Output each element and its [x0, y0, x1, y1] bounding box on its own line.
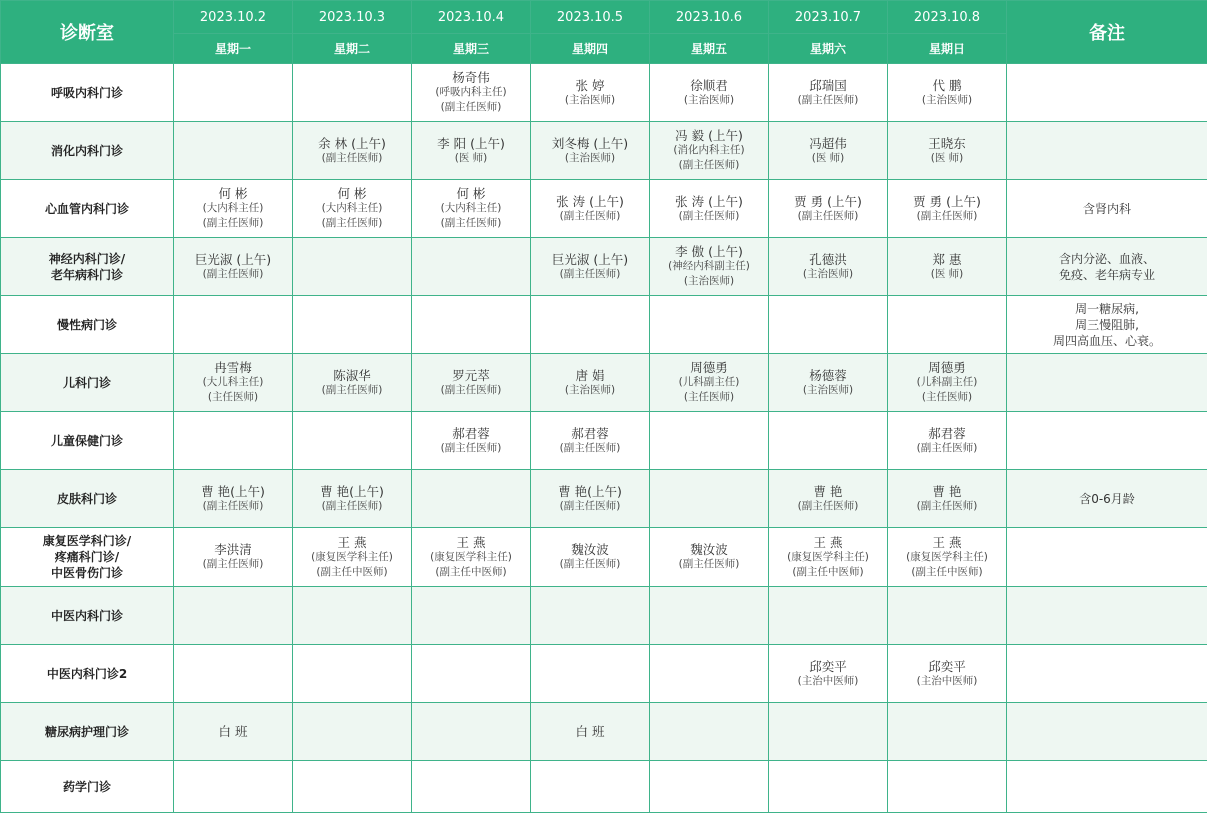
schedule-cell [769, 470, 888, 528]
department-name [1, 354, 174, 412]
department-name [1, 238, 174, 296]
doctor-name: 邱奕平 [928, 658, 966, 674]
doctor-title: (副主任医师) [321, 499, 383, 512]
doctor-title: (副主任医师) [321, 151, 383, 164]
date-header: 2023.10.5 [531, 1, 650, 34]
weekday-header: 星期二 [293, 34, 412, 64]
schedule-cell [412, 238, 531, 296]
doctor-title: (副主任医师) [202, 558, 264, 570]
doctor-name: 周德勇 [928, 360, 966, 375]
department-name [1, 528, 174, 587]
department-name-line: 心血管内科门诊 [44, 201, 129, 216]
schedule-cell [293, 470, 412, 528]
doctor-name: 贾 勇 (上午) [794, 193, 862, 209]
doctor-name: 郝君蓉 [571, 425, 609, 441]
schedule-cell [769, 761, 888, 813]
doctor-title: (副主任医师) [916, 441, 978, 454]
schedule-cell [531, 470, 650, 528]
weekday-header: 星期日 [888, 34, 1007, 64]
schedule-cell [888, 761, 1007, 813]
schedule-cell [293, 354, 412, 412]
department-name [1, 122, 174, 180]
doctor-name: 何 彬 [218, 186, 248, 201]
schedule-cell [650, 354, 769, 412]
schedule-cell [769, 180, 888, 238]
schedule-cell [888, 180, 1007, 238]
schedule-cell [650, 703, 769, 761]
note-cell [1007, 528, 1207, 587]
department-name-line: 儿童保健门诊 [50, 433, 123, 448]
doctor-name: 孔德洪 [809, 251, 847, 267]
doctor-title: (副主任医师) [916, 499, 978, 512]
department-name-line: 康复医学科门诊/ [42, 534, 132, 548]
doctor-title: (主治医师) [921, 93, 973, 106]
note-text: 周四高血压、心衰。 [1052, 333, 1161, 348]
department-name [1, 412, 174, 470]
schedule-cell [412, 528, 531, 587]
schedule-cell [412, 761, 531, 813]
department-name-line: 疼痛科门诊/ [54, 550, 120, 564]
schedule-cell [174, 122, 293, 180]
note-cell [1007, 587, 1207, 645]
department-name [1, 761, 174, 813]
note-text: 周三慢阻肺, [1075, 317, 1139, 332]
schedule-cell [293, 761, 412, 813]
schedule-cell [769, 64, 888, 122]
doctor-name: 余 林 (上午) [318, 135, 386, 151]
doctor-name: 李洪清 [214, 542, 252, 557]
schedule-cell [888, 354, 1007, 412]
header-date-row [1, 1, 1207, 34]
schedule-cell [412, 645, 531, 703]
doctor-name: 唐 娟 [575, 367, 605, 383]
department-name [1, 703, 174, 761]
schedule-cell [531, 703, 650, 761]
schedule-cell [769, 528, 888, 587]
department-name [1, 470, 174, 528]
weekday-header: 星期五 [650, 34, 769, 64]
doctor-title: (儿科副主任) [678, 376, 740, 388]
schedule-cell [412, 296, 531, 354]
note-cell [1007, 645, 1207, 703]
schedule-cell [888, 528, 1007, 587]
schedule-cell [174, 180, 293, 238]
doctor-title: (主任医师) [683, 391, 735, 403]
department-name-line: 皮肤科门诊 [56, 491, 117, 506]
note-cell [1007, 64, 1207, 122]
schedule-row [1, 238, 1207, 296]
schedule-cell [293, 64, 412, 122]
doctor-title: (副主任医师) [559, 558, 621, 570]
schedule-cell [293, 703, 412, 761]
doctor-title: (主治医师) [564, 93, 616, 106]
doctor-title: (主治医师) [564, 151, 616, 164]
schedule-cell [412, 412, 531, 470]
schedule-cell [174, 354, 293, 412]
schedule-row [1, 122, 1207, 180]
date-header: 2023.10.2 [174, 1, 293, 34]
doctor-title: (大内科主任) [440, 202, 502, 214]
doctor-name: 张 婷 [575, 77, 605, 93]
doctor-title: (副主任医师) [797, 93, 859, 106]
schedule-cell [888, 703, 1007, 761]
doctor-title: (副主任医师) [202, 267, 264, 280]
schedule-cell [531, 761, 650, 813]
doctor-title: (副主任医师) [559, 209, 621, 222]
schedule-cell [174, 587, 293, 645]
doctor-name: 王 燕 [456, 534, 486, 550]
doctor-name: 陈淑华 [333, 367, 371, 383]
doctor-title: (神经内科副主任) [668, 260, 750, 272]
schedule-cell [888, 238, 1007, 296]
doctor-name: 冉雪梅 [214, 360, 252, 375]
doctor-title: (大内科主任) [202, 202, 264, 214]
schedule-cell [888, 64, 1007, 122]
department-name-line: 神经内科门诊/ [48, 251, 126, 266]
schedule-cell [174, 703, 293, 761]
schedule-cell [531, 296, 650, 354]
doctor-title: (康复医学科主任) [906, 550, 988, 563]
doctor-title: (副主任医师) [678, 159, 740, 171]
doctor-name: 杨奇伟 [452, 70, 490, 85]
schedule-cell [888, 412, 1007, 470]
schedule-cell [174, 645, 293, 703]
doctor-name: 刘冬梅 (上午) [551, 135, 629, 151]
schedule-cell [412, 354, 531, 412]
weekday-header: 星期四 [531, 34, 650, 64]
doctor-title: (副主任医师) [440, 383, 502, 396]
schedule-cell [531, 64, 650, 122]
schedule-cell [293, 412, 412, 470]
schedule-cell [650, 238, 769, 296]
schedule-cell [769, 238, 888, 296]
schedule-cell [769, 645, 888, 703]
doctor-name: 曹 艳(上午) [558, 483, 622, 499]
doctor-name: 王 燕 [932, 534, 962, 550]
doctor-title: (消化内科主任) [673, 144, 745, 156]
doctor-name: 郝君蓉 [452, 425, 490, 441]
date-header: 2023.10.6 [650, 1, 769, 34]
doctor-title: (副主任医师) [321, 383, 383, 396]
doctor-name: 冯 毅 (上午) [675, 128, 743, 143]
note-text: 免疫、老年病专业 [1058, 267, 1155, 282]
schedule-row [1, 528, 1207, 587]
schedule-cell [650, 645, 769, 703]
department-name-line: 糖尿病护理门诊 [44, 724, 129, 739]
department-name [1, 296, 174, 354]
schedule-row [1, 296, 1207, 354]
doctor-name: 王 燕 [337, 534, 367, 550]
date-header: 2023.10.4 [412, 1, 531, 34]
doctor-title: (副主任医师) [797, 499, 859, 512]
schedule-cell [174, 238, 293, 296]
schedule-row [1, 354, 1207, 412]
doctor-title: (副主任医师) [440, 441, 502, 454]
doctor-title: (副主任医师) [440, 217, 502, 229]
doctor-title: (主治医师) [802, 383, 854, 396]
doctor-title: (副主任中医师) [911, 565, 983, 578]
schedule-cell [650, 64, 769, 122]
schedule-cell [650, 528, 769, 587]
note-cell [1007, 180, 1207, 238]
doctor-title: (副主任医师) [559, 499, 621, 512]
note-cell [1007, 703, 1207, 761]
doctor-name: 巨光淑 (上午) [551, 251, 629, 267]
doctor-name: 杨德蓉 [809, 367, 847, 383]
doctor-title: (副主任医师) [797, 209, 859, 222]
schedule-cell [531, 528, 650, 587]
doctor-name: 曹 艳 [813, 483, 843, 499]
note-cell [1007, 122, 1207, 180]
doctor-title: (主任医师) [921, 391, 973, 403]
doctor-name: 白 班 [575, 724, 605, 739]
schedule-cell [412, 703, 531, 761]
schedule-cell [174, 470, 293, 528]
note-cell [1007, 761, 1207, 813]
schedule-cell [650, 761, 769, 813]
department-name [1, 587, 174, 645]
schedule-row [1, 180, 1207, 238]
doctor-title: (副主任医师) [678, 209, 740, 222]
department-name-line: 中医骨伤门诊 [50, 566, 123, 580]
doctor-title: (副主任医师) [202, 217, 264, 229]
doctor-title: (副主任医师) [559, 267, 621, 280]
schedule-row [1, 587, 1207, 645]
schedule-cell [650, 296, 769, 354]
schedule-cell [531, 645, 650, 703]
note-column-header: 备注 [1007, 1, 1207, 64]
doctor-title: (康复医学科主任) [787, 550, 869, 563]
schedule-cell [769, 296, 888, 354]
schedule-cell [531, 122, 650, 180]
schedule-row [1, 470, 1207, 528]
doctor-name: 曹 艳(上午) [320, 483, 384, 499]
doctor-title: (副主任中医师) [435, 565, 507, 578]
doctor-name: 魏汝波 [571, 542, 609, 557]
schedule-row [1, 412, 1207, 470]
schedule-cell [650, 180, 769, 238]
department-name-line: 老年病科门诊 [50, 267, 123, 282]
doctor-title: (主治医师) [683, 275, 735, 287]
doctor-name: 魏汝波 [690, 542, 728, 557]
doctor-name: 何 彬 [337, 186, 367, 201]
room-column-header: 诊断室 [1, 1, 174, 64]
doctor-name: 何 彬 [456, 186, 486, 201]
schedule-row [1, 703, 1207, 761]
schedule-cell [888, 122, 1007, 180]
doctor-name: 王晓东 [928, 135, 966, 151]
doctor-title: (副主任医师) [559, 441, 621, 454]
schedule-cell [531, 238, 650, 296]
note-text: 周一糖尿病, [1075, 301, 1139, 316]
schedule-row [1, 64, 1207, 122]
doctor-name: 李 阳 (上午) [437, 135, 505, 151]
note-cell [1007, 296, 1207, 354]
note-cell [1007, 470, 1207, 528]
doctor-title: (副主任医师) [440, 101, 502, 113]
schedule-cell [412, 64, 531, 122]
department-name-line: 消化内科门诊 [50, 143, 123, 158]
doctor-name: 郝君蓉 [928, 425, 966, 441]
doctor-name: 贾 勇 (上午) [913, 193, 981, 209]
doctor-name: 白 班 [218, 724, 248, 739]
schedule-cell [531, 587, 650, 645]
schedule-cell [650, 412, 769, 470]
department-name-line: 药学门诊 [62, 779, 111, 794]
schedule-cell [174, 296, 293, 354]
doctor-name: 巨光淑 (上午) [194, 251, 272, 267]
schedule-cell [888, 296, 1007, 354]
doctor-title: (副主任医师) [916, 209, 978, 222]
doctor-title: (副主任中医师) [316, 565, 388, 578]
note-cell [1007, 238, 1207, 296]
doctor-title: (康复医学科主任) [311, 550, 393, 563]
doctor-title: (呼吸内科主任) [435, 86, 507, 98]
date-header: 2023.10.7 [769, 1, 888, 34]
schedule-row [1, 761, 1207, 813]
note-cell [1007, 412, 1207, 470]
schedule-body [1, 64, 1207, 813]
doctor-name: 李 傲 (上午) [675, 244, 743, 259]
doctor-title: (副主任医师) [678, 558, 740, 570]
doctor-title: (医 师) [930, 151, 964, 164]
doctor-name: 代 鹏 [932, 77, 962, 93]
schedule-cell [174, 64, 293, 122]
schedule-cell [650, 470, 769, 528]
schedule-cell [888, 587, 1007, 645]
schedule-cell [293, 528, 412, 587]
doctor-name: 曹 艳 [932, 483, 962, 499]
schedule-cell [769, 412, 888, 470]
schedule-cell [531, 354, 650, 412]
schedule-cell [174, 528, 293, 587]
doctor-title: (主治医师) [564, 383, 616, 396]
schedule-cell [293, 645, 412, 703]
department-name-line: 慢性病门诊 [56, 317, 117, 332]
schedule-cell [293, 587, 412, 645]
doctor-title: (儿科副主任) [916, 376, 978, 388]
doctor-title: (主治医师) [683, 93, 735, 106]
department-name [1, 180, 174, 238]
doctor-name: 张 涛 (上午) [556, 193, 624, 209]
schedule-cell [293, 122, 412, 180]
department-name [1, 645, 174, 703]
doctor-title: (副主任医师) [202, 499, 264, 512]
schedule-cell [650, 122, 769, 180]
schedule-cell [412, 122, 531, 180]
doctor-name: 罗元萃 [452, 367, 490, 383]
doctor-title: (医 师) [454, 151, 488, 164]
doctor-title: (主治中医师) [916, 674, 978, 687]
department-name-line: 呼吸内科门诊 [50, 85, 123, 100]
schedule-cell [293, 180, 412, 238]
schedule-cell [531, 412, 650, 470]
schedule-cell [293, 296, 412, 354]
note-text: 含肾内科 [1082, 201, 1131, 216]
doctor-name: 徐顺君 [690, 77, 728, 93]
schedule-cell [650, 587, 769, 645]
schedule-cell [888, 645, 1007, 703]
note-cell [1007, 354, 1207, 412]
doctor-name: 邱瑞国 [809, 77, 847, 93]
doctor-title: (主任医师) [207, 391, 259, 403]
department-name [1, 64, 174, 122]
date-header: 2023.10.8 [888, 1, 1007, 34]
schedule-cell [412, 470, 531, 528]
doctor-title: (主治中医师) [797, 674, 859, 687]
schedule-cell [769, 703, 888, 761]
department-name-line: 中医内科门诊 [50, 608, 123, 623]
schedule-cell [412, 180, 531, 238]
doctor-title: (大内科主任) [321, 202, 383, 214]
doctor-name: 曹 艳(上午) [201, 483, 265, 499]
doctor-title: (主治医师) [802, 267, 854, 280]
schedule-cell [531, 180, 650, 238]
doctor-name: 王 燕 [813, 534, 843, 550]
doctor-title: (医 师) [811, 151, 845, 164]
schedule-cell [174, 761, 293, 813]
weekday-header: 星期一 [174, 34, 293, 64]
doctor-title: (医 师) [930, 267, 964, 280]
doctor-title: (副主任中医师) [792, 565, 864, 578]
weekday-header: 星期三 [412, 34, 531, 64]
schedule-cell [174, 412, 293, 470]
doctor-title: (大儿科主任) [202, 376, 264, 388]
doctor-name: 邱奕平 [809, 658, 847, 674]
department-name-line: 中医内科门诊2 [46, 666, 128, 681]
doctor-name: 冯超伟 [809, 135, 847, 151]
note-text: 含0-6月龄 [1079, 491, 1135, 506]
doctor-name: 张 涛 (上午) [675, 193, 743, 209]
date-header: 2023.10.3 [293, 1, 412, 34]
doctor-name: 郑 惠 [932, 251, 962, 267]
note-text: 含内分泌、血液、 [1058, 251, 1155, 266]
schedule-cell [412, 587, 531, 645]
weekday-header: 星期六 [769, 34, 888, 64]
schedule-cell [888, 470, 1007, 528]
doctor-title: (康复医学科主任) [430, 550, 512, 563]
schedule-row [1, 645, 1207, 703]
doctor-name: 周德勇 [690, 360, 728, 375]
schedule-cell [293, 238, 412, 296]
doctor-title: (副主任医师) [321, 217, 383, 229]
schedule-cell [769, 587, 888, 645]
schedule-cell [769, 122, 888, 180]
department-name-line: 儿科门诊 [62, 375, 111, 390]
schedule-cell [769, 354, 888, 412]
